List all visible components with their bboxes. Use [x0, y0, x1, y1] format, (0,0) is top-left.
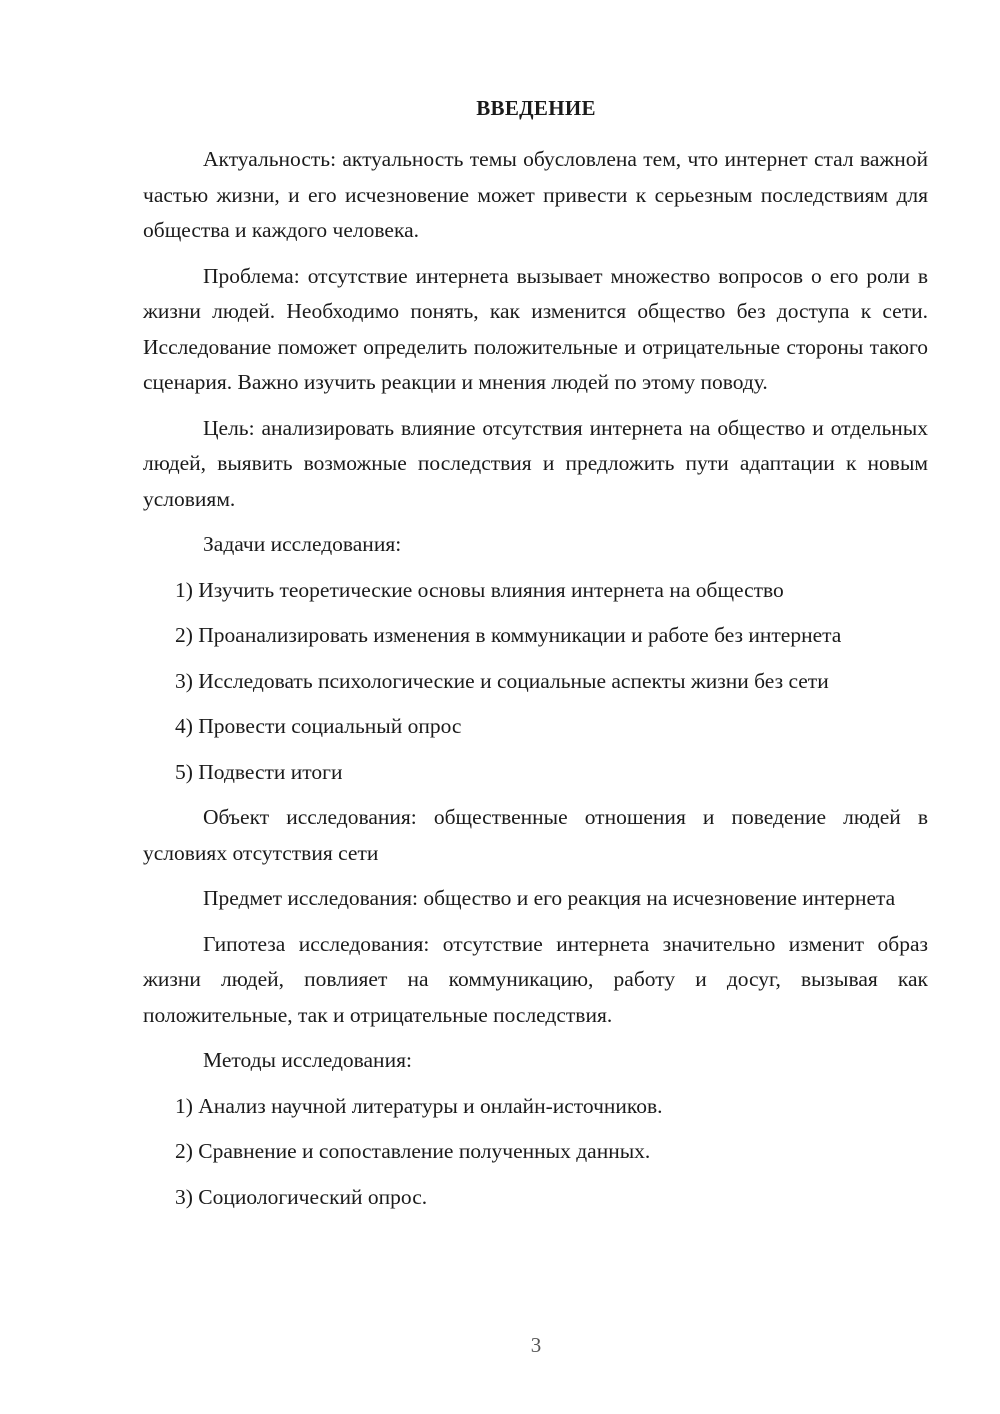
body-text	[143, 142, 928, 1225]
section-heading: ВВЕДЕНИЕ	[476, 96, 596, 120]
task-item-5: 5) Подвести итоги	[175, 759, 343, 784]
tasks-title: Задачи исследования:	[203, 532, 402, 556]
page-number: 3	[530, 1333, 542, 1357]
problem-paragraph: Проблема: отсутствие интернета вызывает множество вопросов о его роли в жизни людей. Необходимо понять, как изменится общество без доступа к сети. Исследование поможет определить положительные и отрицательные стороны такого сценария. Важно изучить реакции и мнения людей по этому поводу.	[143, 263, 928, 394]
task-item-1: 1) Изучить теоретические основы влияния интернета на общество	[175, 577, 784, 602]
object-paragraph: Объект исследования: общественные отношения и поведение людей в условиях отсутствия сети	[143, 805, 928, 865]
method-item-3: 3) Социологический опрос.	[175, 1184, 428, 1209]
subject-paragraph: Предмет исследования: общество и его реакция на исчезновение интернета	[203, 886, 896, 910]
task-item-3: 3) Исследовать психологические и социальные аспекты жизни без сети	[175, 668, 829, 693]
task-item-2: 2) Проанализировать изменения в коммуникации и работе без интернета	[175, 623, 842, 647]
hypothesis-paragraph: Гипотеза исследования: отсутствие интернета значительно изменит образ жизни людей, повлияет на коммуникацию, работу и досуг, вызывая как положительные, так и отрицательные последствия.	[143, 931, 928, 1027]
relevance-paragraph: Актуальность: актуальность темы обусловлена тем, что интернет стал важной частью жизни, и его исчезновение может привести к серьезным последствиям для общества и каждого человека.	[143, 147, 928, 242]
method-item-1: 1) Анализ научной литературы и онлайн-источников.	[175, 1093, 663, 1118]
goal-paragraph: Цель: анализировать влияние отсутствия интернета на общество и отдельных людей, выявить возможные последствия и предложить пути адаптации к новым условиям.	[143, 415, 928, 511]
method-item-2: 2) Сравнение и сопоставление полученных данных.	[175, 1139, 651, 1163]
task-item-4: 4) Провести социальный опрос	[175, 714, 462, 738]
methods-title: Методы исследования:	[203, 1048, 412, 1072]
